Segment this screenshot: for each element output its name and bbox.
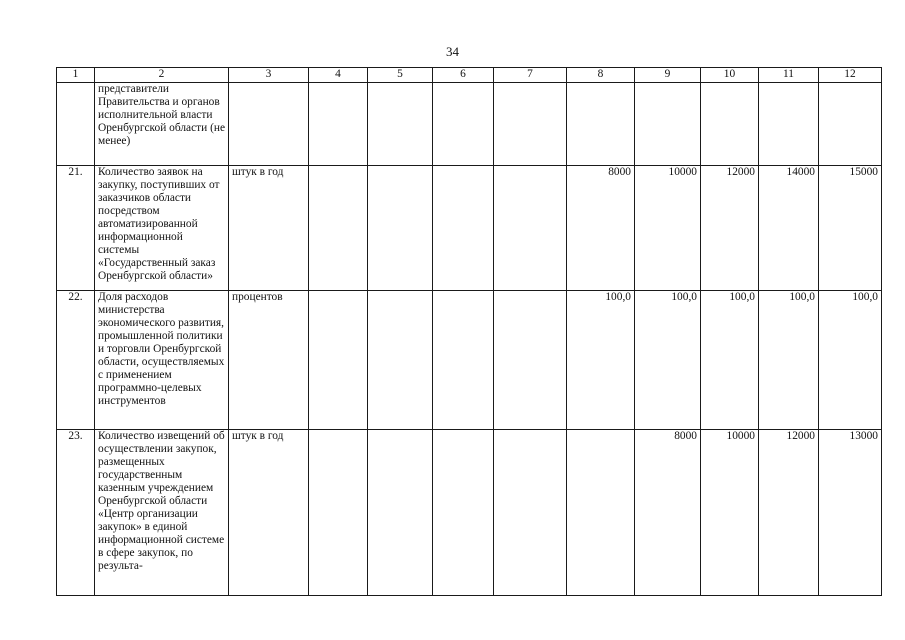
- value-cell: 13000: [819, 430, 882, 596]
- unit-cell: штук в год: [229, 166, 309, 291]
- header-row: [57, 68, 882, 83]
- column-header: 7: [494, 68, 567, 83]
- value-cell: 12000: [759, 430, 819, 596]
- indicator-name: Доля расходов министерства экономического развития, промышленной политики и торговли Оренбургской области, осуществляемых с применением программно-целевых инструментов: [95, 291, 229, 430]
- unit-cell: [229, 83, 309, 166]
- column-header: 5: [368, 68, 433, 83]
- value-cell: [635, 83, 701, 166]
- value-cell: 100,0: [567, 291, 635, 430]
- table-row: [57, 83, 882, 166]
- value-cell: 12000: [701, 166, 759, 291]
- indicator-name: Количество извещений об осуществлении закупок, размещенных государственным казенным учреждением Оренбургской области «Центр организации закупок» в единой информационной системе в сфере закупок, по результа-: [95, 430, 229, 596]
- value-cell: [368, 291, 433, 430]
- value-cell: 100,0: [635, 291, 701, 430]
- indicator-name: Количество заявок на закупку, поступивших от заказчиков области посредством автоматизированной информационной системы «Государственный заказ Оренбургской области»: [95, 166, 229, 291]
- table-row: [57, 166, 882, 291]
- column-header: 3: [229, 68, 309, 83]
- column-header: 2: [95, 68, 229, 83]
- row-number: [57, 83, 95, 166]
- value-cell: [309, 430, 368, 596]
- value-cell: 100,0: [759, 291, 819, 430]
- unit-cell: штук в год: [229, 430, 309, 596]
- value-cell: [494, 291, 567, 430]
- value-cell: [433, 291, 494, 430]
- value-cell: [701, 83, 759, 166]
- column-header: 9: [635, 68, 701, 83]
- value-cell: [819, 83, 882, 166]
- row-number: 22.: [57, 291, 95, 430]
- value-cell: [494, 166, 567, 291]
- value-cell: [567, 430, 635, 596]
- value-cell: 10000: [635, 166, 701, 291]
- column-header: 8: [567, 68, 635, 83]
- value-cell: [759, 83, 819, 166]
- indicator-name: представители Правительства и органов исполнительной власти Оренбургской области (не менее): [95, 83, 229, 166]
- value-cell: 100,0: [819, 291, 882, 430]
- value-cell: [368, 166, 433, 291]
- value-cell: [368, 83, 433, 166]
- value-cell: 14000: [759, 166, 819, 291]
- indicators-table: [56, 67, 882, 596]
- value-cell: [309, 83, 368, 166]
- value-cell: [368, 430, 433, 596]
- value-cell: [433, 166, 494, 291]
- row-number: 23.: [57, 430, 95, 596]
- table-row: [57, 291, 882, 430]
- page-number: 34: [446, 44, 459, 59]
- value-cell: [567, 83, 635, 166]
- table-row: [57, 430, 882, 596]
- value-cell: [309, 291, 368, 430]
- value-cell: [494, 430, 567, 596]
- row-number: 21.: [57, 166, 95, 291]
- value-cell: [309, 166, 368, 291]
- column-header: 10: [701, 68, 759, 83]
- value-cell: 8000: [567, 166, 635, 291]
- value-cell: [494, 83, 567, 166]
- column-header: 6: [433, 68, 494, 83]
- value-cell: 10000: [701, 430, 759, 596]
- value-cell: [433, 83, 494, 166]
- column-header: 1: [57, 68, 95, 83]
- value-cell: 15000: [819, 166, 882, 291]
- column-header: 4: [309, 68, 368, 83]
- value-cell: [433, 430, 494, 596]
- column-header: 12: [819, 68, 882, 83]
- column-header: 11: [759, 68, 819, 83]
- unit-cell: процентов: [229, 291, 309, 430]
- value-cell: 100,0: [701, 291, 759, 430]
- value-cell: 8000: [635, 430, 701, 596]
